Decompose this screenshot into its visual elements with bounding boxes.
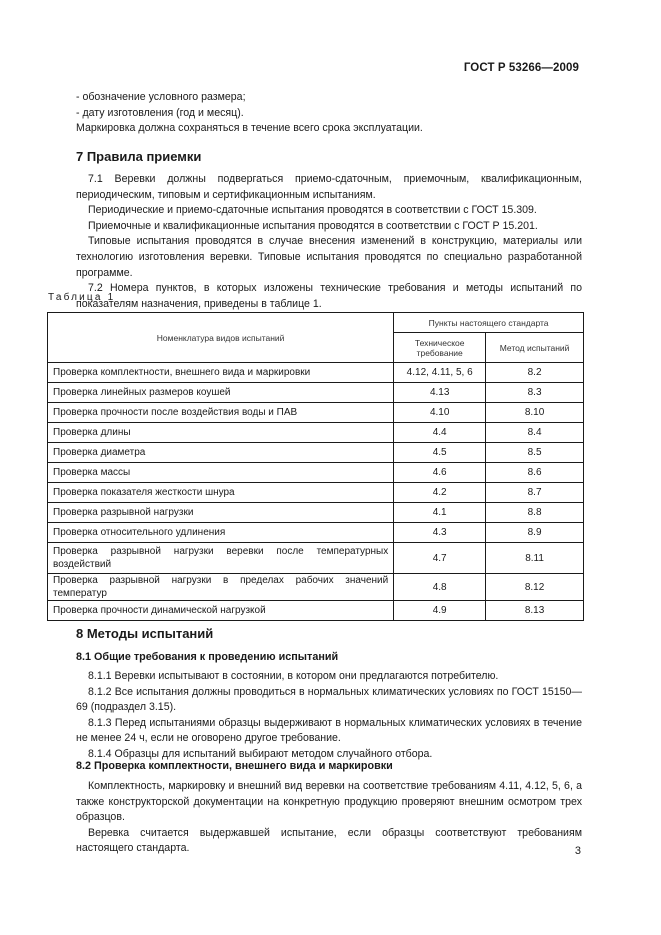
table-row — [48, 443, 584, 463]
page-number: 3 — [574, 845, 581, 857]
section-8-title: 8 Методы испытаний — [76, 626, 214, 641]
cell-name: Проверка прочности после воздействия воды и ПАВ — [48, 403, 394, 423]
cell-name: Проверка длины — [48, 423, 394, 443]
cell-method: 8.6 — [486, 463, 584, 483]
paragraph: Маркировка должна сохраняться в течение всего срока эксплуатации. — [76, 122, 423, 135]
paragraph: Периодические и приемо-сдаточные испытания проводятся в соответствии с ГОСТ 15.309. — [88, 204, 537, 217]
cell-name: Проверка диаметра — [48, 443, 394, 463]
paragraph: Комплектность, маркировку и внешний вид веревки на соответствие требованиям 4.11, 4.12, 5, 6, а также конструкторской документации на конкретную продукцию проверяют внешним осмотром трех образцов. — [76, 780, 582, 824]
cell-method: 8.7 — [486, 483, 584, 503]
paragraph: Типовые испытания проводятся в случае внесения изменений в конструкцию, материалы или технологию изготовления веревки. Типовые испытания проводятся по специально разработанной программе. — [76, 235, 582, 279]
paragraph-8-1-3: 8.1.3 Перед испытаниями образцы выдерживают в нормальных климатических условиях в течение не менее 24 ч, если не оговорено другое требование. — [76, 716, 582, 745]
document-id: ГОСТ Р 53266—2009 — [463, 62, 579, 74]
cell-method: 8.13 — [486, 601, 584, 621]
cell-requirement: 4.1 — [394, 503, 486, 523]
subsection-8-1-body — [76, 669, 582, 763]
paragraph-8-1-4: 8.1.4 Образцы для испытаний выбирают методом случайного отбора. — [88, 747, 433, 760]
list-item: - дату изготовления (год и месяц). — [76, 106, 244, 119]
table-row — [48, 363, 584, 383]
table-row — [48, 523, 584, 543]
cell-method: 8.8 — [486, 503, 584, 523]
table-row — [48, 403, 584, 423]
cell-method: 8.11 — [486, 543, 584, 574]
table-row — [48, 383, 584, 403]
cell-name: Проверка разрывной нагрузки — [48, 503, 394, 523]
table-row — [48, 543, 584, 574]
section-7-title: 7 Правила приемки — [76, 149, 202, 164]
cell-method: 8.10 — [486, 403, 584, 423]
cell-requirement: 4.10 — [394, 403, 486, 423]
section-7-body — [76, 172, 582, 312]
cell-method: 8.4 — [486, 423, 584, 443]
cell-requirement: 4.7 — [394, 543, 486, 574]
cell-requirement: 4.5 — [394, 443, 486, 463]
cell-method: 8.12 — [486, 574, 584, 601]
cell-name: Проверка показателя жесткости шнура — [48, 483, 394, 503]
cell-requirement: 4.13 — [394, 383, 486, 403]
cell-method: 8.2 — [486, 363, 584, 383]
cell-method: 8.9 — [486, 523, 584, 543]
table-row — [48, 463, 584, 483]
cell-name: Проверка прочности динамической нагрузкой — [48, 601, 394, 621]
cell-requirement: 4.6 — [394, 463, 486, 483]
table-row — [48, 423, 584, 443]
cell-requirement: 4.4 — [394, 423, 486, 443]
paragraph-8-1-1: 8.1.1 Веревки испытывают в состоянии, в котором они предлагаются потребителю. — [88, 670, 499, 682]
cell-requirement: 4.12, 4.11, 5, 6 — [394, 363, 486, 383]
list-item: - обозначение условного размера; — [76, 91, 246, 103]
table-row — [48, 483, 584, 503]
cell-name: Проверка массы — [48, 463, 394, 483]
cell-name: Проверка разрывной нагрузки в пределах рабочих значений температур — [48, 574, 394, 601]
table-row — [48, 574, 584, 601]
cell-requirement: 4.3 — [394, 523, 486, 543]
subsection-8-1-title: 8.1 Общие требования к проведению испытаний — [76, 651, 339, 663]
paragraph-7-1: 7.1 Веревки должны подвергаться приемо-сдаточным, приемочным, квалификационным, периодическим, типовым и сертификационным испытаниям. — [76, 173, 582, 201]
cell-method: 8.5 — [486, 443, 584, 463]
cell-name: Проверка разрывной нагрузки веревки после температурных воздействий — [48, 543, 394, 574]
table-row — [48, 503, 584, 523]
table-caption: Таблица 1 — [48, 292, 116, 303]
cell-requirement: 4.8 — [394, 574, 486, 601]
cell-name: Проверка относительного удлинения — [48, 523, 394, 543]
header-method: Метод испытаний — [486, 333, 584, 363]
paragraph-7-2: 7.2 Номера пунктов, в которых изложены технические требования и методы испытаний по показателям назначения, приведены в таблице 1. — [76, 282, 582, 310]
table-row — [48, 601, 584, 621]
cell-name: Проверка комплектности, внешнего вида и маркировки — [48, 363, 394, 383]
paragraph-8-1-2: 8.1.2 Все испытания должны проводиться в нормальных климатических условиях по ГОСТ 15150—69 (подраздел 3.15). — [76, 685, 582, 714]
cell-requirement: 4.2 — [394, 483, 486, 503]
subsection-8-2-title: 8.2 Проверка комплектности, внешнего вида и маркировки — [76, 760, 393, 772]
subsection-8-2-body — [76, 779, 582, 857]
paragraph: Приемочные и квалификационные испытания проводятся в соответствии с ГОСТ Р 15.201. — [88, 219, 538, 232]
paragraph: Веревка считается выдержавшей испытание, если образцы соответствуют требованиям настоящего стандарта. — [76, 826, 582, 855]
cell-name: Проверка линейных размеров коушей — [48, 383, 394, 403]
marking-list — [76, 90, 582, 137]
header-group: Пункты настоящего стандарта — [394, 313, 584, 333]
cell-method: 8.3 — [486, 383, 584, 403]
header-requirement: Техническое требование — [394, 333, 486, 363]
tests-table — [47, 312, 584, 621]
header-name: Номенклатура видов испытаний — [48, 313, 394, 363]
cell-requirement: 4.9 — [394, 601, 486, 621]
